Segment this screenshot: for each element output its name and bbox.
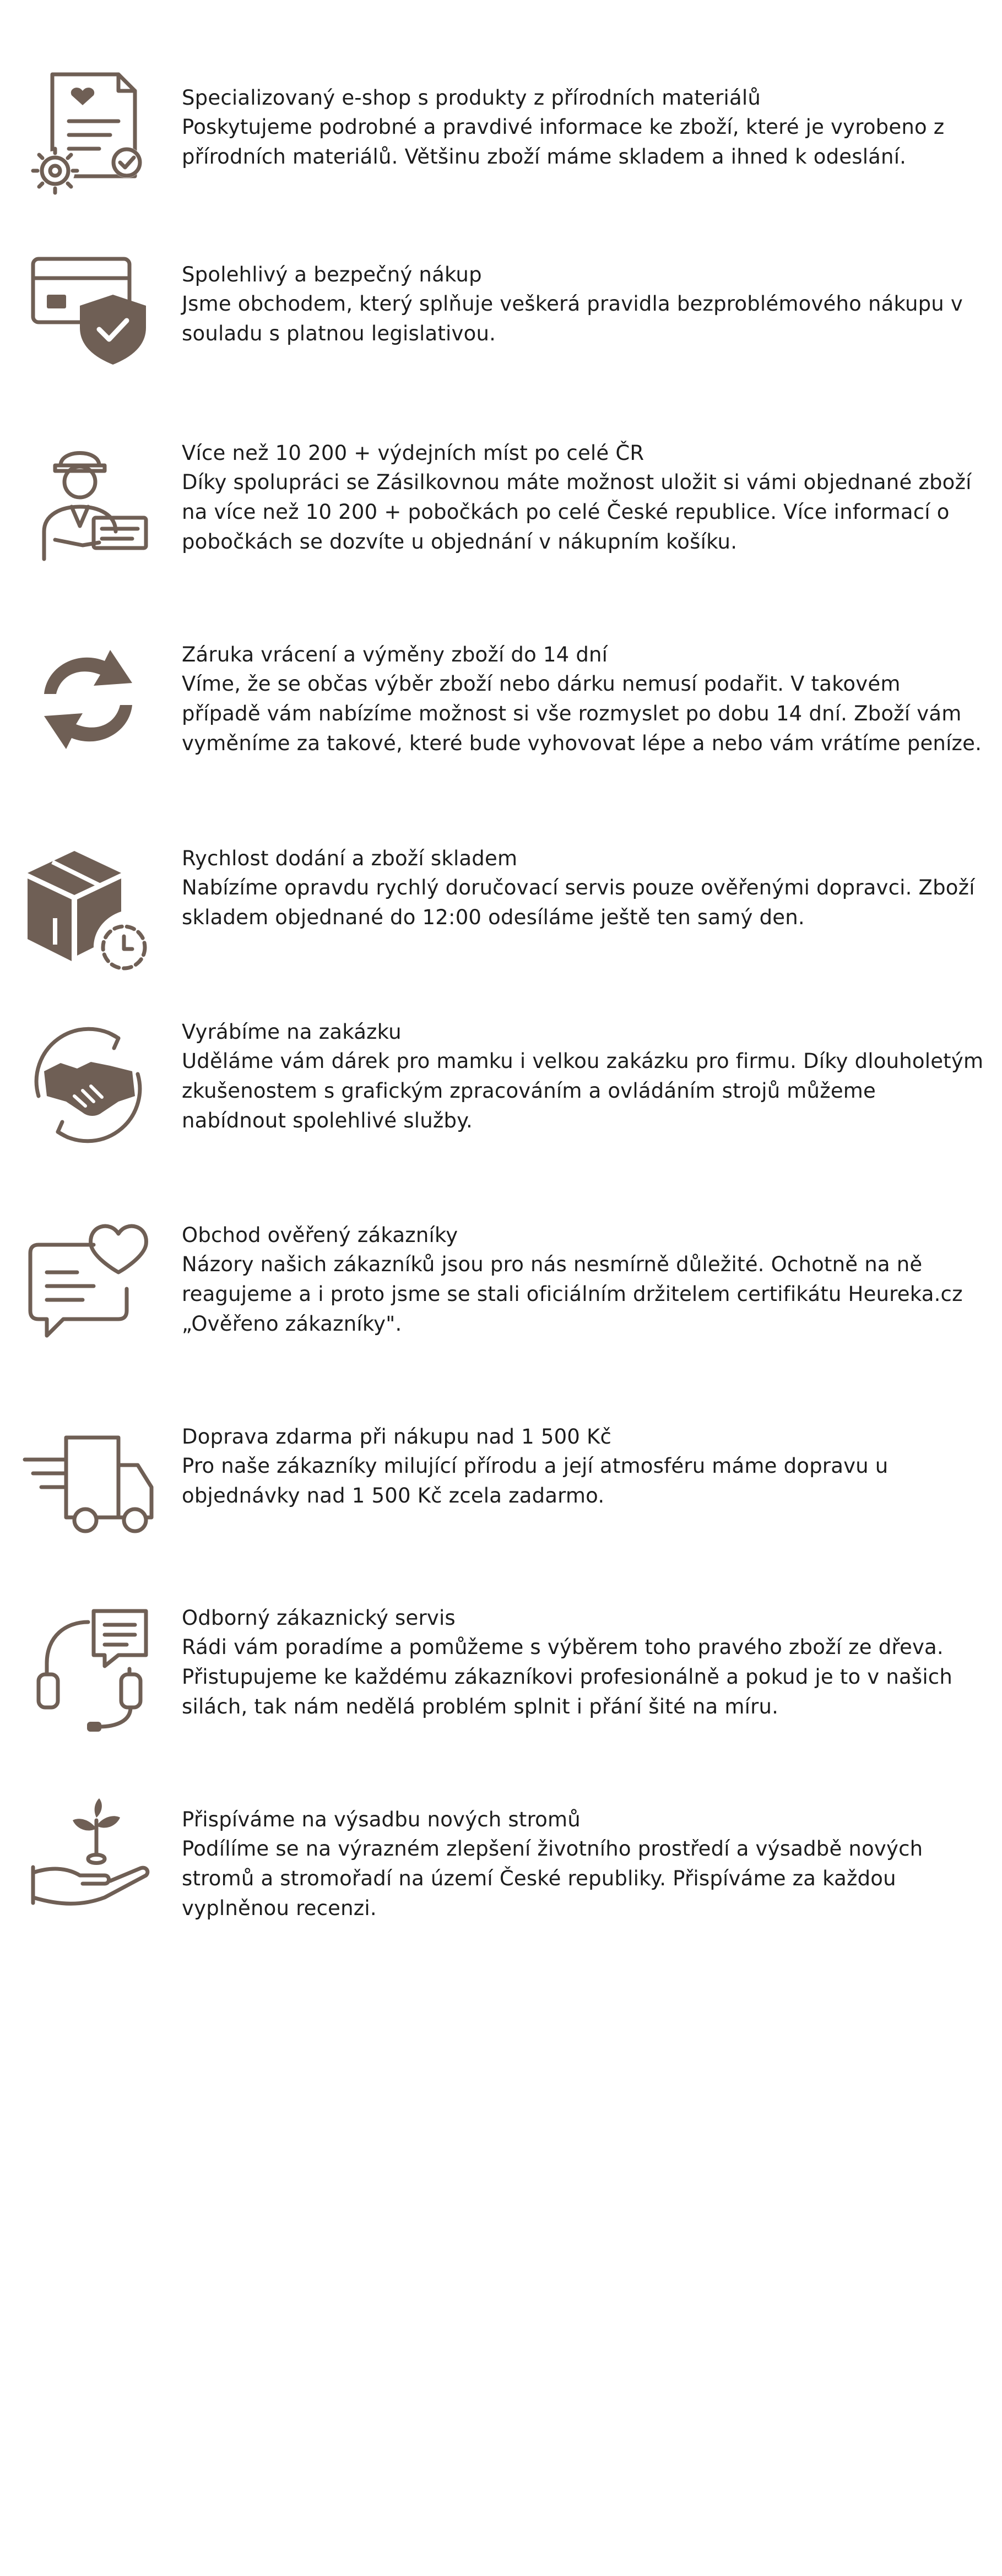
feature-text: [182, 844, 986, 932]
feature-title: Spolehlivý a bezpečný nákup: [182, 263, 482, 286]
delivery-truck-icon: [22, 1416, 154, 1548]
description-line: skladem objednané do 12:00 odesíláme ještě ten samý den.: [182, 905, 805, 929]
feature-text: [182, 1805, 986, 1923]
feature-text: [182, 1018, 986, 1136]
feature-description: [182, 1451, 986, 1511]
feature-description: [182, 669, 986, 758]
feature-description: [182, 1250, 986, 1339]
feature-title: Specializovaný e-shop s produkty z přírodních materiálů: [182, 86, 761, 110]
chat-heart-icon: [22, 1212, 154, 1344]
card-shield-icon: [22, 242, 154, 375]
box-clock-icon: [22, 840, 154, 972]
description-line: Poskytujeme podrobné a pravdivé informace ke zboží, které je vyrobeno z: [182, 115, 945, 139]
description-line: na více než 10 200 + pobočkách po celé České republice. Více informací o: [182, 500, 950, 524]
description-line: případě vám nabízíme možnost si vše rozmyslet po dobu 14 dní. Zboží vám: [182, 702, 962, 725]
description-line: „Ověřeno zákazníky".: [182, 1312, 402, 1336]
feature-description: [182, 873, 986, 932]
description-line: přírodních materiálů. Většinu zboží máme skladem a ihned k odeslání.: [182, 145, 907, 169]
feature-description: [182, 289, 986, 349]
courier-package-icon: [22, 435, 154, 567]
description-line: vyplněnou recenzi.: [182, 1896, 377, 1920]
description-line: pobočkách se dozvíte u objednání v nákupním košíku.: [182, 530, 738, 554]
description-line: nabídnout spolehlivé služby.: [182, 1109, 473, 1132]
feature-title: Odborný zákaznický servis: [182, 1606, 456, 1630]
feature-title: Doprava zdarma při nákupu nad 1 500 Kč: [182, 1425, 612, 1449]
description-line: objednávky nad 1 500 Kč zcela zadarmo.: [182, 1484, 605, 1507]
description-line: Nabízíme opravdu rychlý doručovací servis pouze ověřenými dopravci. Zboží: [182, 876, 975, 899]
feature-title: Přispíváme na výsadbu nových stromů: [182, 1808, 581, 1831]
hand-plant-icon: [22, 1796, 154, 1928]
description-line: souladu s platnou legislativou.: [182, 322, 496, 345]
feature-text: [182, 641, 986, 758]
feature-text: [182, 261, 986, 349]
feature-title: Více než 10 200 + výdejních míst po celé ČR: [182, 441, 644, 465]
exchange-arrows-icon: [22, 633, 154, 766]
description-line: Díky spolupráci se Zásilkovnou máte možnost uložit si vámi objednané zboží: [182, 470, 972, 494]
feature-text: [182, 1604, 986, 1722]
description-line: Přistupujeme ke každému zákazníkovi profesionálně a pokud je to v našich: [182, 1665, 952, 1689]
description-line: Názory našich zákazníků jsou pro nás nesmírně důležité. Ochotně na ně: [182, 1252, 923, 1276]
feature-text: [182, 1423, 986, 1511]
feature-title: Vyrábíme na zakázku: [182, 1020, 402, 1044]
feature-title: Záruka vrácení a výměny zboží do 14 dní: [182, 643, 608, 666]
headset-support-icon: [22, 1603, 154, 1735]
handshake-icon: [22, 1019, 154, 1151]
feature-text: [182, 1221, 986, 1339]
feature-text: [182, 84, 986, 172]
description-line: Podílíme se na výrazném zlepšení životního prostředí a výsadbě nových: [182, 1837, 923, 1861]
feature-description: [182, 112, 986, 172]
description-line: Uděláme vám dárek pro mamku i velkou zakázku pro firmu. Díky dlouholetým: [182, 1049, 984, 1073]
description-line: silách, tak nám nedělá problém splnit i přání šité na míru.: [182, 1695, 779, 1718]
description-line: Rádi vám poradíme a pomůžeme s výběrem toho pravého zboží ze dřeva.: [182, 1635, 944, 1659]
feature-description: [182, 1834, 986, 1923]
feature-description: [182, 468, 986, 557]
feature-title: Rychlost dodání a zboží skladem: [182, 847, 518, 870]
description-line: reagujeme a i proto jsme se stali oficiálním držitelem certifikátu Heureka.cz: [182, 1282, 963, 1306]
description-line: Jsme obchodem, který splňuje veškerá pravidla bezproblémového nákupu v: [182, 292, 963, 316]
description-line: Pro naše zákazníky milující přírodu a její atmosféru máme dopravu u: [182, 1454, 889, 1478]
feature-description: [182, 1046, 986, 1136]
document-gear-icon: [22, 66, 154, 198]
feature-description: [182, 1633, 986, 1722]
description-line: vyměníme za takové, které bude vyhovovat lépe a nebo vám vrátíme peníze.: [182, 731, 982, 755]
description-line: zkušenostem s grafickým zpracováním a ovládáním strojů můžeme: [182, 1079, 876, 1103]
description-line: Víme, že se občas výběr zboží nebo dárku nemusí podařit. V takovém: [182, 672, 901, 696]
feature-text: [182, 439, 986, 557]
feature-title: Obchod ověřený zákazníky: [182, 1223, 458, 1247]
description-line: stromů a stromořadí na území České republiky. Přispíváme za každou: [182, 1867, 896, 1890]
